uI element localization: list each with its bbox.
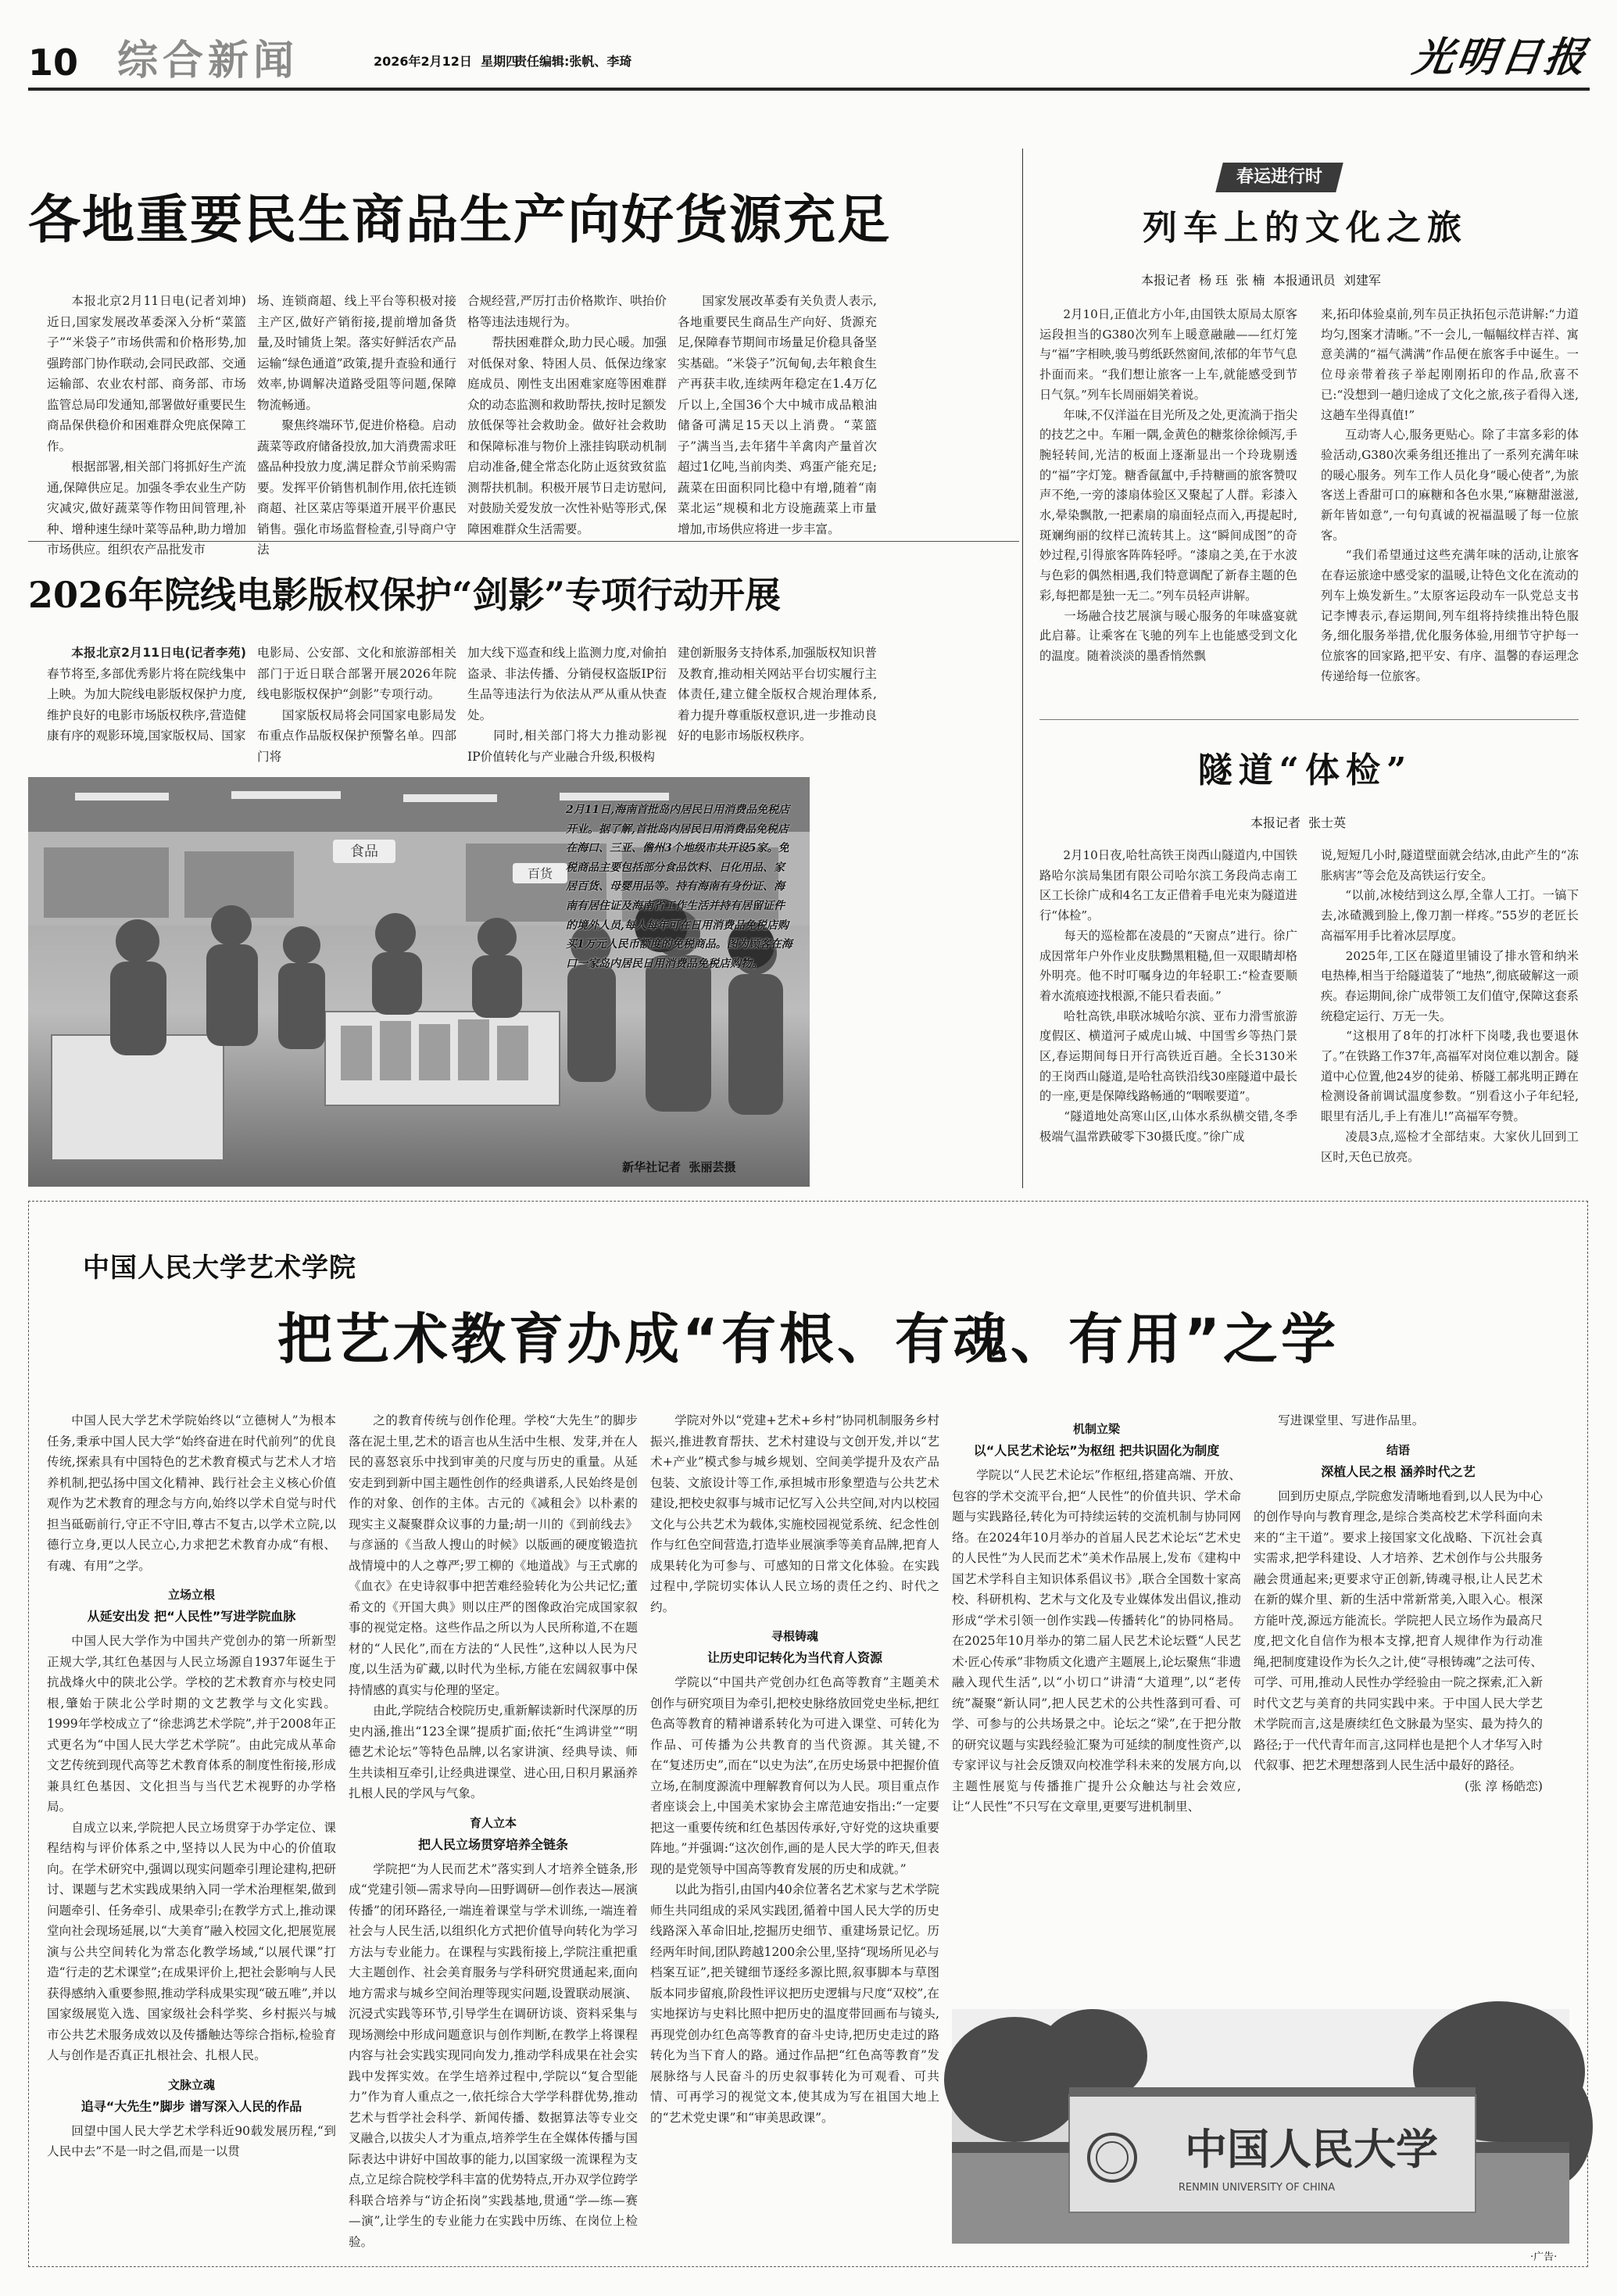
feature-signature: (张 淳 杨皓恋) — [1464, 1778, 1543, 1793]
article1-text-4: 国家发展改革委有关负责人表示,各地重要民生商品生产向好、货源充足,保障春节期间市场量足价稳具备坚实基础。“米袋子”沉甸甸,去年粮食生产再获丰收,连续两年稳定在1.4万亿斤以上,全国36个大中城市成品粮油储备可满足15天以上消费。“菜篮子”满当当,去年猪牛羊禽肉产量首次超过1亿吨,当前肉类、鸡蛋产能充足;蔬菜在田面积同比稳中有增,随着“南菜北运”规模和北方设施蔬菜上市量增加,市场供应将进一步丰富。 — [678, 294, 877, 536]
feature-col-4 — [952, 1410, 1241, 2004]
sidebar-tag — [1215, 163, 1343, 192]
feature-col-2 — [349, 1410, 638, 2255]
feature-paragraph: 学院把“为人民而艺术”落实到人才培养全链条,形成“党建引领—需求导向—田野调研—创作表达—展演传播”的闭环路径,一端连着课堂与学术训练,一端连着社会与人民生活,以组织化方式把价值导向转化为学习方法与专业能力。在课程与实践衔接上,学院注重把重大主题创作、社会美育服务与学科研究贯通起来,面向地方需求与城乡空间治理等现实问题,设置联动展演、沉浸式实践等环节,引导学生在调研访谈、资料采集与现场测绘中形成问题意识与创作判断,在教学上将课程内容与社会实践实现同向发力,推动学科成果在社会实践中发挥实效。在学生培养过程中,学院以“复合型能力”作为育人重点之一,依托综合大学学科群优势,推动艺术与哲学社会科学、新闻传播、数据算法等专业交叉融合,以拔尖人才为重点,培养学生在全媒体传播与国际表达中讲好中国故事的能力,以国家级一流课程为支点,立足综合院校学科丰富的优势特点,开办双学位跨学科联合培养与“访企拓岗”实践基地,贯通“学—练—赛—演”,让学生的专业能力在实践中历练、在岗位上检验。 — [349, 1861, 638, 2249]
story2-title: 隧道“体检” — [1197, 750, 1413, 790]
article2-text-4: 建创新服务支持体系,加强版权知识普及教育,推动相关网站平台切实履行主体责任,建立健全版权合规治理体系,着力提升尊重版权意识,进一步推动良好的电影市场版权秩序。 — [678, 646, 877, 743]
feature-subheading: 育人立本 把人民立场贯穿培养全链条 — [417, 1815, 568, 1852]
feature-paragraph: 回望中国人民大学艺术学科近90载发展历程,“到人民中去”不是一时之倡,而是一以贯 — [47, 2123, 336, 2158]
feature-paragraph: 回到历史原点,学院愈发清晰地看到,以人民为中心的创作导向与教育理念,是综合类高校艺术学科面向未来的“主干道”。要求上接国家文化战略、下沉社会真实需求,把学科建设、人才培养、艺术创作与公共服务融会贯通起来;更要求守正创新,铸魂寻根,让人民艺术在新的媒介里、新的生活中常新常美,入眼入心。根深方能叶茂,源远方能流长。学院把人民立场作为最高尺度,把文化自信作为根本支撑,把育人规律作为行动准绳,把制度建设作为长久之计,使“寻根铸魂”之法可传、可学、可用,推动人民性办学经验由一院之探索,汇入新时代文艺与美育的共同实践中来。于中国人民大学艺术学院而言,这是赓续红色文脉最为坚实、最为持久的路径;于一代代青年而言,这同样也是把个人才华写入时代叙事、把艺术理想落到人民生活中最好的路径。 — [1254, 1488, 1543, 1772]
story1-title: 列车上的文化之旅 — [1143, 208, 1468, 248]
editor-credit: 责任编辑:张帆、李琦 — [514, 54, 632, 69]
feature-paragraph: 写进课堂里、写进作品里。 — [1278, 1413, 1425, 1427]
feature-subheading: 结语 深植人民之根 涵养时代之艺 — [1321, 1442, 1476, 1479]
photo1-caption-text: 2月11日,海南首批岛内居民日用消费品免税店开业。据了解,首批岛内居民日用消费品免税店在海口、三亚、儋州3个地级市共开设5家。免税商品主要包括部分食品饮料、日化用品、家居百货、母婴用品等。持有海南有身份证、海南有居住证及海南省工作生活并持有居留证件的境外人员,每人每年可在日用消费品免税店购买1万元人民币额度的免税商品。图为顾客在海口一家岛内居民日用消费品免税店购物。 — [566, 804, 792, 970]
page-number: 10 — [28, 41, 79, 84]
feature-kicker: 中国人民大学艺术学院 — [83, 1252, 356, 1284]
article2-col-4 — [678, 643, 877, 768]
story2-col-1 — [1039, 846, 1297, 1174]
article1-col-2 — [257, 291, 456, 557]
feature-paragraph: 以此为指引,由国内40余位著名艺术家与艺术学院师生共同组成的采风实践团,循着中国人民大学的历史线路深入革命旧址,挖掘历史细节、重建场景记忆。历经两年时间,团队跨越1200余公里,坚持“现场所见必与档案互证”,把关键细节逐经多源比照,叙事脚本与草图版本同步留痕,阶段性评议把历史逻辑与尺度“双校”,在实地探访与史料比照中把历史的温度带回画布与镜头,再现党创办红色高等教育的奋斗史诗,把历史走过的路转化为当下育人的路。通过作品把“红色高等教育”发展脉络与人民奋斗的历史叙事转化为可观看、可共情、可再学习的视觉文本,使其成为写在祖国大地上的“艺术党史课”和“审美思政课”。 — [650, 1882, 939, 2125]
feature-subheading: 机制立梁 以“人民艺术论坛”为枢纽 把共识固化为制度 — [973, 1422, 1220, 1458]
story2-col-2 — [1321, 846, 1579, 1174]
article1-headline: 各地重要民生商品生产向好货源充足 — [28, 189, 891, 250]
article2-dateline: 本报北京2月11日电(记者李苑) — [71, 646, 246, 660]
article2-col-2 — [257, 643, 456, 768]
sidebar-divider — [1022, 149, 1023, 1188]
food-sign: 食品 — [350, 844, 378, 860]
ad-mark: ·广告· — [1530, 2251, 1558, 2263]
feature-paragraph: 中国人民大学作为中国共产党创办的第一所新型正规大学,其红色基因与人民立场源自1937年诞生于抗战烽火中的陕北公学。学校的艺术教育亦与校史同根,肇始于陕北公学时期的文艺教学与文化实践。1999年学校成立了“徐悲鸿艺术学院”,并于2008年正式更名为“中国人民大学艺术学院”。由此完成从革命文艺传统到现代高等艺术教育体系的制度性衔接,形成兼具红色基因、文化担当与当代艺术视野的办学格局。 — [47, 1634, 336, 1814]
feature-col-5 — [1254, 1410, 1543, 2004]
feature-subheading: 立场立根 从延安出发 把“人民性”写进学院血脉 — [87, 1588, 296, 1624]
article1-rule — [28, 541, 1019, 542]
duty-free-store-photo — [28, 777, 810, 1187]
ruc-sign-en-text: RENMIN UNIVERSITY OF CHINA — [1178, 2182, 1336, 2194]
section-title: 综合新闻 — [117, 37, 299, 84]
feature-paragraph: 学院对外以“党建+艺术+乡村”协同机制服务乡村振兴,推进教育帮扶、艺术村建设与文创开发,并以“艺术+产业”模式参与城乡规划、空间美学提升及农产品包装、文旅设计等工作,承担城市形象塑造与公共艺术建设,把校史叙事与城市记忆写入公共空间,对内以校园文化与公共艺术为载体,实施校园视觉系统、纪念性创作与红色空间营造,打造毕业展演季等美育品牌,把育人成果转化为可参与、可感知的日常文化体验。在实践过程中,学院切实体认人民立场的责任之约、时代之约。 — [650, 1413, 939, 1614]
feature-paragraph: 自成立以来,学院把人民立场贯穿于办学定位、课程结构与评价体系之中,坚持以人民为中心的价值取向。在学术研究中,强调以现实问题牵引理论建构,把研讨、课题与艺术实践成果纳入同一学术治理框架,做到问题牵引、任务牵引、成果牵引;在教学方式上,推动课堂向社会现场延展,以“大美育”融入校园文化,把展览展演与公共空间转化为常态化教学场域,“以展代课”打造“行走的艺术课堂”;在成果评价上,把社会影响与人民获得感纳入重要参照,推动学科成果实现“破五唯”,并以国家级展览入选、国家级社会科学奖、乡村振兴与城市公共艺术服务成效以及传播触达等综合指标,检验育人与创作是否真正扎根社会、扎根人民。 — [47, 1820, 336, 2062]
sidebar-tag-text: 春运进行时 — [1236, 167, 1323, 187]
story1-byline: 本报记者 杨 珏 张 楠 本报通讯员 刘建军 — [1141, 273, 1381, 288]
goods-sign: 百货 — [527, 866, 553, 881]
story2-byline: 本报记者 张士英 — [1250, 815, 1347, 830]
issue-date: 2026年2月12日 星期四 — [374, 54, 519, 69]
story1-text-2: 来,拓印体验桌前,列车员正执拓包示范讲解:“力道均匀,图案才清晰。”不一会儿,一幅幅纹样吉祥、寓意美满的“福气满满”作品便在旅客手中诞生。一位母亲带着孩子举起刚刚拓印的作品,欣喜不已:“没想到一趟归途成了文化之旅,孩子看得入迷,这趟车坐得真值!” 互动寄人心,服务更贴心。除了丰富多彩的体验活动,G380次乘务组还推出了一系列充满年味的暖心服务。列车工作人员化身“暖心使者”,为旅客送上香甜可口的麻糖和各色水果,“麻糖甜滋滋,新年皆如意”,一句句真诚的祝福温暖了每一位旅客。 “我们希望通过这些充满年味的活动,让旅客在春运旅途中感受家的温暖,让特色文化在流动的列车上焕发新生。”太原客运段动车一队党总支书记李博表示,春运期间,列车组将持续推出特色服务,细化服务举措,优化服务体验,用细节守护每一位旅客的回家路,把平安、有序、温馨的春运理念传递给每一位旅客。 — [1321, 307, 1579, 683]
masthead-logo: 光明日报 — [1409, 34, 1592, 81]
article2-text-1: 春节将至,多部优秀影片将在院线集中上映。为加大院线电影版权保护力度,维护良好的电影市场版权秩序,营造健康有序的观影环境,国家版权局、国家 — [47, 666, 246, 743]
ruc-gate-scene — [952, 2009, 1569, 2244]
article1-col-3 — [467, 291, 667, 536]
feature-subheading: 寻根铸魂 让历史印记转化为当代育人资源 — [707, 1629, 882, 1665]
photo1-credit: 新华社记者 张丽芸摄 — [622, 1160, 736, 1174]
article2-col-3 — [467, 643, 667, 768]
article1-col-4 — [678, 291, 877, 536]
article2-col-1 — [47, 643, 246, 768]
feature-col-3 — [650, 1410, 939, 2255]
article1-text-3: 合规经营,严厉打击价格欺诈、哄抬价格等违法违规行为。 帮扶困难群众,助力民心暖。加强对低保对象、特困人员、低保边缘家庭成员、刚性支出困难家庭等困难群众的动态监测和救助帮扶,按时足额发放低保等社会救助金。做好社会救助和保障标准与物价上涨挂钩联动机制启动准备,健全常态化防止返贫致贫监测帮扶机制。积极开展节日走访慰问,对鼓励关爱发放一次性补贴等形式,保障困难群众生活需要。 — [467, 294, 667, 536]
article2-text-2: 电影局、公安部、文化和旅游部相关部门于近日联合部署开展2026年院线电影版权保护“剑影”专项行动。 国家版权局将会同国家电影局发布重点作品版权保护预警名单。四部门将 — [257, 646, 456, 764]
feature-paragraph: 学院以“中国共产党创办红色高等教育”主题美术创作与研究项目为牵引,把校史脉络放回党史坐标,把红色高等教育的精神谱系转化为可进入课堂、可转化为作品、可传播为公共教育的当代资源。其关键,不在“复述历史”,而在“以史为法”,在历史场景中把握价值立场,在制度源流中理解教育何以为人民。项目重点作者座谈会上,中国美术家协会主席范迪安指出:“一定要把这一重要传统和红色基因传承好,守好党的这块重要阵地。”并强调:“这次创作,画的是人民大学的昨天,但表现的是党领导中国高等教育发展的历史和成就。” — [650, 1675, 939, 1876]
feature-paragraph: 中国人民大学艺术学院始终以“立德树人”为根本任务,秉承中国人民大学“始终奋进在时代前列”的优良传统,探索具有中国特色的艺术教育模式与艺术人才培养机制,把弘扬中国文化精神、践行社会主义核心价值观作为艺术教育的理念与方向,始终以学术自觉与时代担当砥砺前行,守正不守旧,尊古不复古,以学术立院,以德行立身,更以人民立心,力求把艺术教育办成“有根、有魂、有用”之学。 — [47, 1413, 336, 1573]
ruc-gate-photo — [952, 2009, 1569, 2244]
feature-paragraph: 学院以“人民艺术论坛”作枢纽,搭建高端、开放、包容的学术交流平台,把“人民性”的价值共识、学术命题与实践路径,转化为可持续运转的交流机制与协同网络。在2024年10月举办的首届人民艺术论坛“艺术史的人民性”为人民而艺术”美术作品展上,发布《建构中国艺术学科自主知识体系倡议书》,联合全国数十家高校、科研机构、艺术与文化及专业媒体发出倡议,推动形成“学术引领一创作实践—传播转化”的协同格局。在2025年10月举办的第二届人民艺术论坛暨“人民艺术·匠心传承”非物质文化遗产主题展上,论坛聚焦“非遗融入现代生活”,以“小切口”讲清“大道理”,以“老传统”凝聚“新认同”,把人民艺术的公共性落到可看、可学、可参与的公共场景之中。论坛之“梁”,在于把分散的研究议题与实践经验汇聚为可延续的制度性资产,以专家评议与社会反馈双向校准学科未来的发展方向,以主题性展览与传播推广提升公众触达与社会效应,让“人民性”不只写在文章里,更要写进机制里、 — [952, 1468, 1241, 1814]
feature-subheading: 文脉立魂 追寻“大先生”脚步 谱写深入人民的作品 — [80, 2077, 302, 2114]
story1-col-1 — [1039, 305, 1297, 696]
article1-text-2: 场、连锁商超、线上平台等积极对接主产区,做好产销衔接,提前增加备货量,及时铺货上架。落实好鲜活农产品运输“绿色通道”政策,提升查验和通行效率,协调解决道路受阻等问题,保障物流畅通。 聚焦终端环节,促进价格稳。启动蔬菜等政府储备投放,加大消费需求旺盛品种投放力度,满足群众节前采购需要。发挥平价销售机制作用,依托连锁商超、社区菜店等渠道开展平价惠民销售。强化市场监督检查,引导商户守法 — [257, 294, 456, 557]
photo1-caption — [566, 801, 794, 1144]
story2-text-1: 2月10日夜,哈牡高铁王岗西山隧道内,中国铁路哈尔滨局集团有限公司哈尔滨工务段尚志南工区工长徐广成和4名工友正借着手电光束为隧道进行“体检”。 每天的巡检都在凌晨的“天窗点”进行。徐广成因常年户外作业皮肤黝黑粗糙,但一双眼睛却格外明亮。他不时叮嘱身边的年轻职工:“检查要顺着水流痕迹找根源,不能只看表面。” 哈牡高铁,串联冰城哈尔滨、亚布力滑雪旅游度假区、横道河子威虎山城、中国雪乡等热门景区,春运期间每日开行高铁近百趟。全长3130米的王岗西山隧道,是哈牡高铁沿线30座隧道中最长的一座,更是保障线路畅通的“咽喉要道”。 “隧道地处高寒山区,山体水系纵横交错,冬季极端气温常跌破零下30摄氏度。”徐广成 — [1039, 848, 1298, 1144]
feature-headline: 把艺术教育办成“有根、有魂、有用”之学 — [277, 1307, 1339, 1371]
story1-col-2 — [1321, 305, 1579, 696]
feature-col-1 — [47, 1410, 336, 2255]
feature-paragraph: 之的教育传统与创作伦理。学校“大先生”的脚步落在泥土里,艺术的语言也从生活中生根、发芽,并在人民的喜怒哀乐中找到审美的尺度与历史的重量。从延安走到到新中国主题性创作的经典谱系,人民始终是创作的对象、创作的主体。古元的《减租会》以朴素的现实主义凝聚群众议事的力量;胡一川的《到前线去》与彦涵的《当敌人搜山的时候》以版画的硬度锻造抗战情境中的人之尊严;罗工柳的《地道战》与王式廓的《血衣》在史诗叙事中把苦难经验转化为公共记忆;董希文的《开国大典》则以庄严的图像政治完成国家叙事的视觉定格。这些作品之所以为人民所称道,不在题材的“人民化”,而在方法的“人民性”,这种以人民为尺度,以生活为矿藏,以时代为坐标,方能在宏阔叙事中保持情感的真实与伦理的坚定。 — [349, 1413, 638, 1697]
article2-headline: 2026年院线电影版权保护“剑影”专项行动开展 — [28, 574, 781, 616]
story2-text-2: 说,短短几小时,隧道壁面就会结冰,由此产生的“冻胀病害”等会危及高铁运行安全。 “以前,冰棱结到这么厚,全靠人工打。一镐下去,冰碴溅到脸上,像刀割一样疼。”55岁的老匠长高福军用手比着冰层厚度。 2025年,工区在隧道里铺设了排水管和纳米电热棒,相当于给隧道装了“地热”,彻底破解这一顽疾。春运期间,徐广成带领工友们值守,保障这套系统稳定运行、万无一失。 “这根用了8年的打冰杆下岗喽,我也要退休了。”在铁路工作37年,高福军对岗位难以割舍。隧道中心位置,他24岁的徒弟、桥隧工郝兆明正蹲在检测设备前调试温度参数。“别看这小子年纪轻,眼里有活儿,手上有准儿!”高福军夸赞。 凌晨3点,巡检才全部结束。大家伙儿回到工区时,天色已放亮。 — [1321, 848, 1579, 1164]
article2-text-3: 加大线下巡查和线上监测力度,对偷拍盗录、非法传播、分销侵权盗版IP衍生品等违法行为依法从严从重从快查处。 同时,相关部门将大力推动影视IP价值转化与产业融合升级,积极构 — [467, 646, 667, 764]
story1-rule — [1039, 719, 1579, 720]
masthead-rule — [28, 88, 1590, 91]
ruc-sign-text: 中国人民大学 — [1185, 2124, 1438, 2174]
feature-paragraph: 由此,学院结合校院历史,重新解读新时代深厚的历史内涵,推出“123全课”提质扩面;依托“生鸿讲堂”“明德艺术论坛”等特色品牌,以名家讲演、经典导读、师生共读相互牵引,让经典进课堂、进心田,日积月累涵养扎根人民的学风与气象。 — [349, 1703, 638, 1800]
story1-text-1: 2月10日,正值北方小年,由国铁太原局太原客运段担当的G380次列车上暖意融融——红灯笼与“福”字相映,骏马剪纸跃然窗间,浓郁的年节气息扑面而来。“我们想让旅客一上车,就能感受到节日气氛。”列车长周丽娟笑着说。 年味,不仅洋溢在目光所及之处,更流淌于指尖的技艺之中。车厢一隅,金黄色的糖浆徐徐倾泻,手腕轻转间,光洁的板面上逐渐显出一个玲珑剔透的“福”字灯笼。糖香氤氲中,手持糖画的旅客赞叹声不绝,一旁的漆扇体验区又聚起了人群。彩漆入水,晕染飘散,一把素扇的扇面轻点而入,再提起时,斑斓绚丽的纹样已流转其上。这“瞬间成图”的奇妙过程,引得旅客阵阵轻呼。“漆扇之美,在于水波与色彩的偶然相遇,我们特意调配了新春主题的色彩,每把都是独一无二。”列车员轻声讲解。 一场融合技艺展演与暖心服务的年味盛宴就此启幕。让乘客在飞驰的列车上也能感受到文化的温度。随着淡淡的墨香悄然飘 — [1039, 307, 1298, 663]
article1-col-1: 本报北京2月11日电(记者刘坤)近日,国家发展改革委深入分析“菜篮子”“米袋子”市场供需和价格形势,加强跨部门协作联动,会同民政部、交通运输部、农业农村部、商务部、市场监管总局印发通知,部署做好重要民生商品保供稳价和困难群众兜底保障工作。 根据部署,相关部门将抓好生产流通,保障供应足。加强冬季农业生产防灾减灾,做好蔬菜等作物田间管理,补种、增种速生绿叶菜等品种,助力增加市场供应。组织农产品批发市 — [47, 294, 246, 557]
